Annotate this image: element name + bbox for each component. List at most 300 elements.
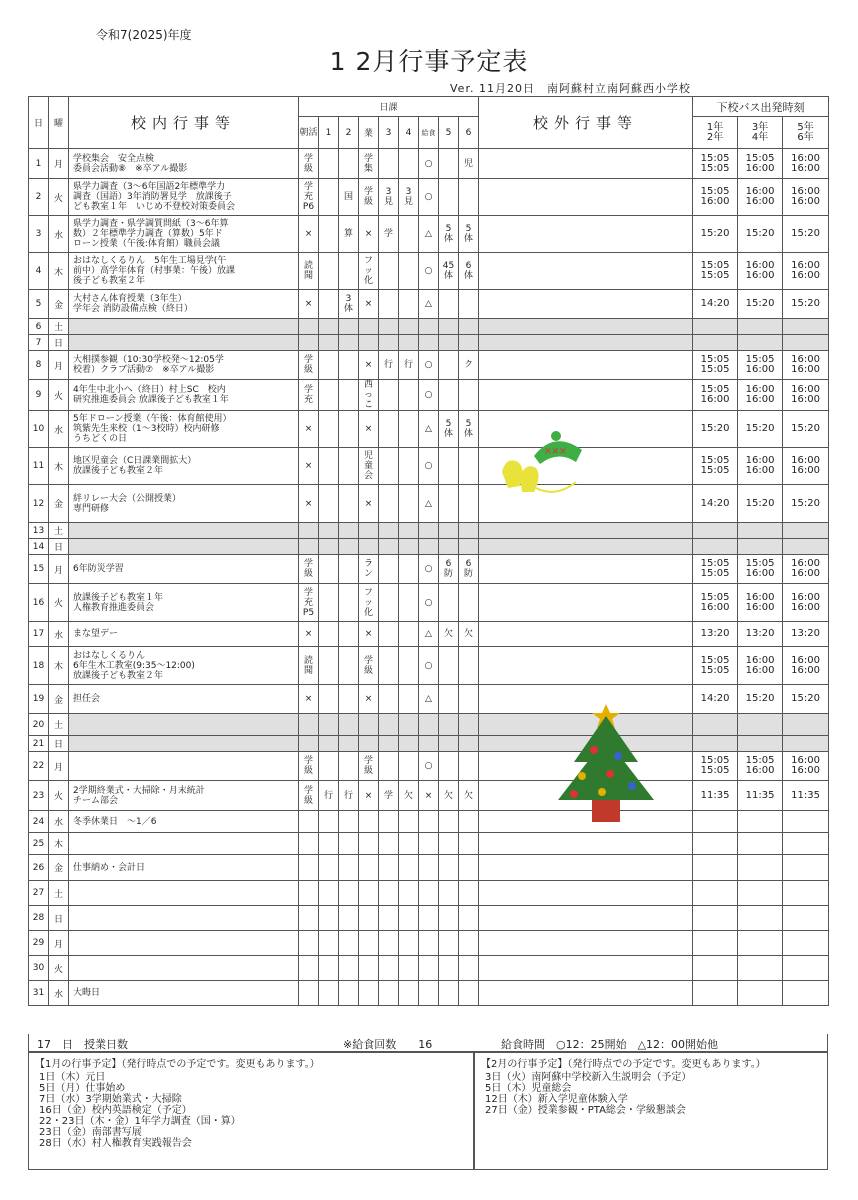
bus-grade34-cell: 11:35 [738,781,783,811]
period-p2-cell [339,956,359,981]
period-p5-cell: 欠 [439,781,459,811]
period-p4-cell [399,881,419,906]
table-row [29,752,829,781]
period-p5-cell [439,290,459,319]
period-p6-cell [459,736,479,752]
outside-event-cell [479,380,693,411]
weekday-cell: 水 [49,622,69,647]
day-cell: 24 [29,811,49,833]
period-lunch-cell: △ [419,216,439,253]
table-row [29,622,829,647]
period-p2-cell [339,906,359,931]
period-p5-cell [439,855,459,881]
period-p1-cell [319,539,339,555]
header-bus-grade56: 5年 6年 [783,117,829,149]
bus-grade56-cell [783,956,829,981]
period-p3-cell [379,485,399,523]
period-p2-cell [339,622,359,647]
period-p3-cell [379,714,399,736]
period-lunch-cell [419,931,439,956]
schedule-table [28,96,829,1006]
period-p5-cell [439,179,459,216]
bus-grade12-cell [693,335,738,351]
period-p3-cell [379,685,399,714]
table-row [29,539,829,555]
weekday-cell: 土 [49,881,69,906]
period-lunch-cell: ○ [419,253,439,290]
bus-grade56-cell [783,335,829,351]
period-p2-cell [339,811,359,833]
weekday-cell: 金 [49,485,69,523]
period-p4-cell [399,647,419,685]
period-p4-cell [399,290,419,319]
bus-grade34-cell: 15:20 [738,411,783,448]
header-bus-grade34: 3年 4年 [738,117,783,149]
bus-grade34-cell: 16:00 16:00 [738,647,783,685]
period-asa-cell: 学 充 P6 [299,179,319,216]
ornament-icon [598,788,606,796]
period-p6-cell [459,956,479,981]
list-item: 23日（金）南部書写展 [39,1127,142,1138]
period-lunch-cell [419,811,439,833]
period-p4-cell: 3 見 [399,179,419,216]
period-p5-cell [439,956,459,981]
period-p1-cell [319,380,339,411]
period-p1-cell [319,906,339,931]
outside-event-cell [479,833,693,855]
period-lunch-cell [419,714,439,736]
bus-grade56-cell [783,833,829,855]
list-item: 7日（水）3学期始業式・大掃除 [39,1094,182,1105]
period-p1-cell [319,931,339,956]
header-asa: 朝活 [299,117,319,149]
day-cell: 2 [29,179,49,216]
period-lunch-cell [419,335,439,351]
school-event-cell: 学校集会 安全点検 委員会活動⑧ ※卒アル撮影 [69,149,299,179]
period-p6-cell [459,539,479,555]
period-gyo-cell: 学 級 [359,179,379,216]
school-event-cell [69,906,299,931]
period-p3-cell [379,523,399,539]
header-bus-grade12: 1年 2年 [693,117,738,149]
header-outside-events: 校外行事等 [479,97,693,149]
period-gyo-cell [359,956,379,981]
period-p1-cell [319,622,339,647]
list-item: 1日（木）元日 [39,1072,106,1083]
period-p6-cell [459,811,479,833]
period-p3-cell [379,981,399,1006]
period-p1-cell [319,833,339,855]
period-p1-cell [319,647,339,685]
period-gyo-cell [359,523,379,539]
weekday-cell: 木 [49,833,69,855]
bus-grade34-cell [738,855,783,881]
period-gyo-cell: フ ッ 化 [359,253,379,290]
period-gyo-cell [359,714,379,736]
period-lunch-cell: ○ [419,149,439,179]
period-p5-cell [439,335,459,351]
bus-grade34-cell: 16:00 16:00 [738,448,783,485]
period-p2-cell [339,736,359,752]
period-gyo-cell: 児 童 会 [359,448,379,485]
period-p4-cell [399,931,419,956]
period-p3-cell [379,956,399,981]
bus-grade12-cell: 15:05 15:05 [693,351,738,380]
bus-grade56-cell: 15:20 [783,485,829,523]
outside-event-cell [479,149,693,179]
school-days: 17 日 授業日数 [37,1038,128,1051]
bus-grade56-cell: 13:20 [783,622,829,647]
period-p5-cell: 5 体 [439,411,459,448]
bus-grade56-cell [783,981,829,1006]
period-asa-cell: 学 級 [299,555,319,584]
bus-grade56-cell: 15:20 [783,290,829,319]
period-p6-cell [459,290,479,319]
january-header: 【1月の行事予定】（発行時点での予定です。変更もあります。） [35,1059,320,1070]
weekday-cell: 金 [49,290,69,319]
period-gyo-cell [359,931,379,956]
bus-grade12-cell: 15:05 16:00 [693,380,738,411]
period-gyo-cell: × [359,216,379,253]
period-p4-cell [399,216,419,253]
period-lunch-cell [419,319,439,335]
table-row [29,736,829,752]
table-row [29,881,829,906]
period-lunch-cell [419,736,439,752]
period-asa-cell: × [299,448,319,485]
bus-grade56-cell [783,539,829,555]
bus-grade56-cell: 15:20 [783,411,829,448]
mitten-string-icon [536,482,576,492]
lunch-time: 給食時間 ○12：25開始 △12：00開始他 [501,1038,719,1051]
weekday-cell: 日 [49,906,69,931]
bus-grade56-cell: 16:00 16:00 [783,149,829,179]
period-p1-cell [319,584,339,622]
table-row [29,931,829,956]
list-item: 5日（月）仕事始め [39,1083,126,1094]
period-lunch-cell: △ [419,411,439,448]
school-event-cell: 担任会 [69,685,299,714]
period-p1-cell [319,411,339,448]
period-p3-cell [379,736,399,752]
bus-grade56-cell: 16:00 16:00 [783,647,829,685]
outside-event-cell [479,539,693,555]
period-p6-cell [459,319,479,335]
period-gyo-cell: 学 級 [359,752,379,781]
ornament-icon [578,772,586,780]
school-event-cell [69,714,299,736]
outside-event-cell [479,584,693,622]
list-item: 28日（水）村人権教育実践報告会 [39,1138,192,1149]
period-p4-cell [399,539,419,555]
table-row [29,448,829,485]
period-p4-cell [399,736,419,752]
period-p5-cell [439,351,459,380]
header-p6: 6 [459,117,479,149]
period-p3-cell [379,855,399,881]
period-asa-cell [299,523,319,539]
period-p6-cell [459,380,479,411]
period-lunch-cell: ○ [419,351,439,380]
period-p4-cell [399,906,419,931]
day-cell: 11 [29,448,49,485]
table-row [29,335,829,351]
table-row [29,179,829,216]
period-p3-cell [379,647,399,685]
hat-pompom-icon [551,431,561,441]
period-lunch-cell [419,981,439,1006]
school-event-cell: 4年生中北小へ（終日）村上SC 校内 研究推進委員会 放課後子ども教室１年 [69,380,299,411]
period-p5-cell [439,736,459,752]
bus-grade12-cell [693,881,738,906]
period-p6-cell [459,931,479,956]
period-p2-cell: 国 [339,179,359,216]
bus-grade34-cell: 15:05 16:00 [738,752,783,781]
bus-grade34-cell: 15:20 [738,216,783,253]
bus-grade34-cell: 15:20 [738,290,783,319]
weekday-cell: 水 [49,811,69,833]
period-asa-cell [299,335,319,351]
period-p4-cell [399,555,419,584]
bus-grade34-cell [738,956,783,981]
header-p3: 3 [379,117,399,149]
day-cell: 3 [29,216,49,253]
period-p2-cell [339,981,359,1006]
period-p4-cell [399,319,419,335]
day-cell: 15 [29,555,49,584]
bus-grade12-cell: 15:05 15:05 [693,149,738,179]
school-event-cell: 仕事納め・会計日 [69,855,299,881]
bus-grade34-cell [738,335,783,351]
school-event-cell: おはなしくるりん 6年生木工教室(9:35～12:00) 放課後子ども教室２年 [69,647,299,685]
weekday-cell: 土 [49,319,69,335]
period-p1-cell [319,351,339,380]
period-gyo-cell: フ ッ 化 [359,584,379,622]
outside-event-cell [479,523,693,539]
period-p5-cell [439,485,459,523]
period-asa-cell [299,956,319,981]
period-p2-cell [339,685,359,714]
period-asa-cell [299,539,319,555]
bus-grade12-cell: 15:20 [693,411,738,448]
period-p4-cell [399,411,419,448]
period-p6-cell [459,179,479,216]
period-p3-cell [379,448,399,485]
bus-grade12-cell [693,855,738,881]
table-row [29,685,829,714]
january-box [28,1052,474,1170]
bus-grade34-cell [738,906,783,931]
weekday-cell: 木 [49,448,69,485]
school-event-cell [69,931,299,956]
period-p1-cell [319,855,339,881]
outside-event-cell [479,179,693,216]
period-p2-cell [339,555,359,584]
day-cell: 9 [29,380,49,411]
table-row [29,811,829,833]
bus-grade34-cell: 15:05 16:00 [738,149,783,179]
weekday-cell: 月 [49,555,69,584]
period-lunch-cell: △ [419,485,439,523]
outside-event-cell [479,931,693,956]
period-p5-cell [439,584,459,622]
period-p2-cell: 3 体 [339,290,359,319]
day-cell: 1 [29,149,49,179]
table-row [29,584,829,622]
period-p4-cell [399,485,419,523]
school-event-cell: 2学期終業式・大掃除・月末統計 チーム部会 [69,781,299,811]
bus-grade12-cell [693,833,738,855]
period-p3-cell: 学 [379,216,399,253]
period-p4-cell [399,253,419,290]
period-p2-cell [339,931,359,956]
period-p1-cell [319,714,339,736]
bus-grade56-cell: 16:00 16:00 [783,448,829,485]
period-p2-cell: 行 [339,781,359,811]
period-p3-cell [379,906,399,931]
bus-grade34-cell: 15:05 16:00 [738,555,783,584]
period-p2-cell [339,335,359,351]
period-p4-cell [399,752,419,781]
bus-grade34-cell: 13:20 [738,622,783,647]
schedule-body [29,149,829,1006]
bus-grade56-cell: 16:00 16:00 [783,555,829,584]
period-gyo-cell: 西 っ こ [359,380,379,411]
period-p3-cell [379,380,399,411]
january-list [29,1072,473,1149]
period-p3-cell [379,881,399,906]
weekday-cell: 月 [49,351,69,380]
weekday-cell: 木 [49,253,69,290]
period-p3-cell [379,811,399,833]
bus-grade12-cell: 13:20 [693,622,738,647]
period-p6-cell [459,833,479,855]
period-p2-cell [339,855,359,881]
period-p2-cell [339,584,359,622]
period-p3-cell: 3 見 [379,179,399,216]
period-asa-cell: 学 級 [299,149,319,179]
header-school-events: 校内行事等 [69,97,299,149]
day-cell: 29 [29,931,49,956]
bus-grade12-cell: 15:05 15:05 [693,253,738,290]
period-asa-cell [299,833,319,855]
bus-grade12-cell [693,319,738,335]
bus-grade12-cell: 15:05 15:05 [693,555,738,584]
period-p1-cell [319,253,339,290]
bus-grade12-cell [693,931,738,956]
list-item: 12日（木）新入学児童体験入学 [485,1094,628,1105]
bus-grade12-cell [693,956,738,981]
period-asa-cell: 学 充 P5 [299,584,319,622]
header-p4: 4 [399,117,419,149]
period-p4-cell [399,714,419,736]
day-cell: 25 [29,833,49,855]
period-p2-cell [339,714,359,736]
school-event-cell: 放課後子ども教室１年 人権教育推進委員会 [69,584,299,622]
table-row [29,781,829,811]
bus-grade12-cell: 14:20 [693,685,738,714]
period-p4-cell [399,855,419,881]
period-p5-cell [439,319,459,335]
period-gyo-cell [359,881,379,906]
bus-grade56-cell [783,881,829,906]
header-p2: 2 [339,117,359,149]
day-cell: 19 [29,685,49,714]
school-event-cell [69,881,299,906]
weekday-cell: 水 [49,981,69,1006]
school-event-cell [69,956,299,981]
period-p5-cell: 6 防 [439,555,459,584]
school-event-cell: 冬季休業日 ～1／6 [69,811,299,833]
period-p3-cell: 学 [379,781,399,811]
period-lunch-cell: ○ [419,752,439,781]
period-p1-cell: 行 [319,781,339,811]
bus-grade12-cell: 15:05 15:05 [693,752,738,781]
outside-event-cell [479,555,693,584]
period-lunch-cell: △ [419,622,439,647]
day-cell: 10 [29,411,49,448]
period-p1-cell [319,216,339,253]
period-asa-cell: × [299,216,319,253]
period-gyo-cell [359,736,379,752]
period-asa-cell [299,931,319,956]
weekday-cell: 火 [49,584,69,622]
period-lunch-cell: ○ [419,380,439,411]
period-gyo-cell: ラ ン [359,555,379,584]
period-p6-cell [459,855,479,881]
bus-grade34-cell: 15:20 [738,485,783,523]
list-item: 27日（金）授業参観・PTA総会・学級懇談会 [485,1105,686,1116]
summary-row [28,1034,828,1052]
period-lunch-cell: ○ [419,584,439,622]
period-p3-cell [379,253,399,290]
period-p2-cell [339,752,359,781]
period-p2-cell [339,647,359,685]
outside-event-cell [479,335,693,351]
weekday-cell: 水 [49,216,69,253]
february-box [474,1052,828,1170]
period-asa-cell: × [299,485,319,523]
period-gyo-cell [359,811,379,833]
period-p6-cell [459,448,479,485]
period-asa-cell: 読 聞 [299,647,319,685]
weekday-cell: 月 [49,931,69,956]
table-row [29,485,829,523]
table-row [29,253,829,290]
period-p6-cell: 児 [459,149,479,179]
bus-grade12-cell: 14:20 [693,290,738,319]
period-lunch-cell [419,881,439,906]
bus-grade12-cell: 15:20 [693,216,738,253]
period-p2-cell [339,833,359,855]
period-p2-cell [339,523,359,539]
period-p2-cell [339,485,359,523]
bus-grade12-cell: 15:05 16:00 [693,584,738,622]
period-p5-cell [439,647,459,685]
weekday-cell: 火 [49,179,69,216]
page-title: 1 2月行事予定表 [329,47,529,76]
period-gyo-cell: × [359,685,379,714]
table-row [29,833,829,855]
period-p5-cell: 5 体 [439,216,459,253]
period-p5-cell [439,931,459,956]
period-asa-cell [299,811,319,833]
school-event-cell: おはなしくるりん 5年生工場見学(午 前中）高学年体育（村事業：午後）放課 後子ども教室２年 [69,253,299,290]
mitten-left-icon [502,460,523,488]
period-p4-cell [399,622,419,647]
period-p5-cell [439,833,459,855]
period-p4-cell [399,981,419,1006]
